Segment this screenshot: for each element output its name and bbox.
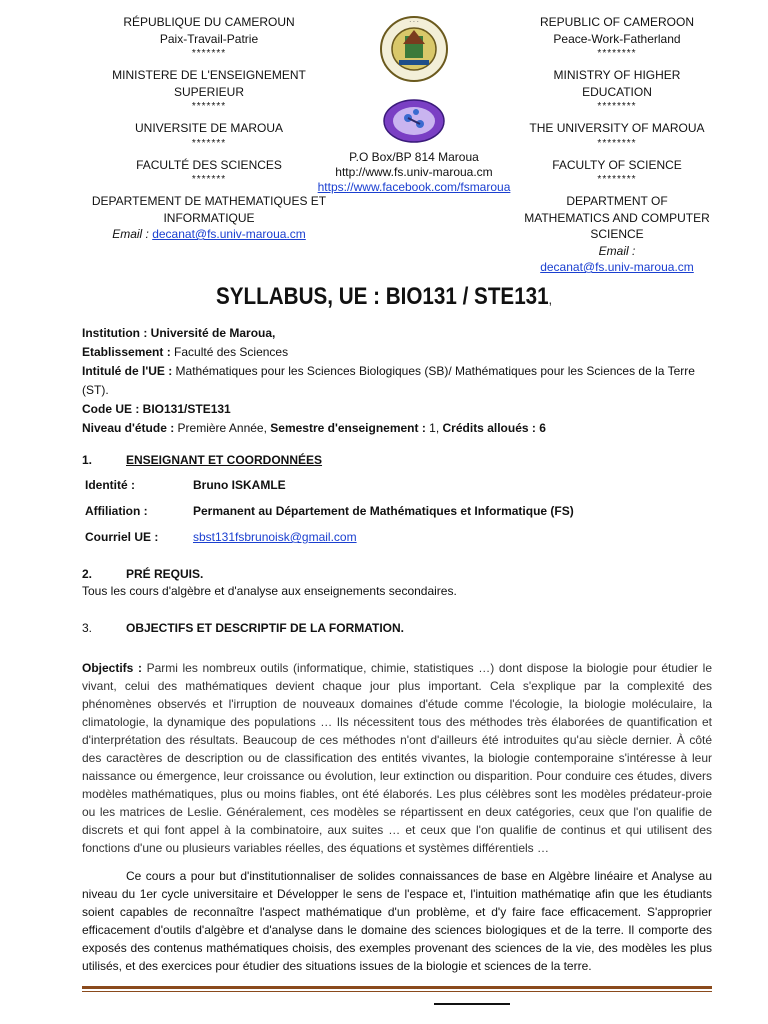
semestre-label: Semestre d'enseignement : (270, 421, 430, 435)
intitule-label: Intitulé de l'UE : (82, 364, 176, 378)
objectifs-text: Parmi les nombreux outils (informatique, chimie, statistiques …) dont dispose la biologie pour étudier le vivant, celui des mathématiques devient chaque jour plus important. Cela s'explique par la complexité des phénomènes observés et l'irruption de nouveaux domaines d'étude comme l'écologie, la biologie moléculaire, la climatologie, la dynamique des populations … Ils nécessitent tous des méthodes très élaborées de quantification et d'interprétation des résultats. Beaucoup de ces méthodes n'ont d'ailleurs été introduites qu'au siècle dernier. À côté des caractères de description ou de classification des entités vivantes, la biologie contemporaine s'intéresse à leur naissance ou émergence, leur croissance ou évolution, leur extinction ou disparition. Pour conduire ces études, divers modèles mathématiques, plus ou moins fiables, ont été élaborés. Les plus célèbres sont les modèles prédateur-proie ou les matrices de Leslie. Généralement, ces modèles se répartissent en deux catégories, ceux que l'on qualifie de discrets et qui font appel à la combinatoire, aux suites … et ceux que l'on qualifie de continus et qui utilisent des fonctions d'une ou plusieurs variables réelles, des équations et systèmes différentiels … (82, 660, 712, 855)
section-1-heading (82, 452, 712, 468)
objectifs-label: Objectifs : (82, 660, 147, 675)
ministry-fr: MINISTERE DE L'ENSEIGNEMENT SUPERIEUR (112, 68, 306, 99)
website-url[interactable]: http://www.fs.univ-maroua.cm (335, 165, 493, 179)
section-3-heading (82, 620, 712, 636)
footer-divider-thin (82, 991, 712, 992)
etablissement-label: Etablissement : (82, 345, 175, 359)
section-number: 1. (82, 453, 93, 467)
separator: ******** (597, 48, 637, 59)
page-number-mark (434, 1003, 510, 1005)
section-title: PRÉ REQUIS. (126, 567, 204, 582)
header-right-english (522, 14, 712, 276)
separator: ******* (191, 174, 227, 185)
prerequisites-text: Tous les cours d'algèbre et d'analyse aux enseignements secondaires. (82, 584, 457, 599)
institution-label: Institution : (82, 326, 151, 340)
page-title (54, 281, 714, 313)
email-label-en: Email : (598, 243, 636, 258)
university-seal-icon (377, 14, 451, 84)
section-number: 2. (82, 567, 93, 582)
separator: ******** (597, 101, 637, 112)
email-link[interactable]: decanat@fs.univ-maroua.cm (152, 227, 306, 241)
footer-divider (82, 986, 712, 989)
email-line-fr (84, 226, 334, 243)
email-label: Courriel UE : (85, 530, 159, 545)
code-label: Code UE : (82, 402, 143, 416)
department-en: DEPARTMENT OF MATHEMATICS AND COMPUTER SCIENCE (524, 194, 710, 241)
document-header (0, 14, 768, 274)
institution-value: Université de Maroua, (150, 326, 276, 340)
faculty-logo-icon (382, 98, 446, 144)
motto-en: Peace-Work-Fatherland (553, 31, 681, 46)
syllabus-content (82, 324, 712, 975)
credits-label: Crédits alloués : (442, 421, 540, 435)
svg-text:· · ·: · · · (409, 19, 419, 26)
title-text: SYLLABUS, UE : BIO131 / STE131 (216, 283, 549, 310)
teacher-email-link[interactable]: sbst131fsbrunoisk@gmail.com (193, 530, 357, 545)
facebook-link[interactable]: https://www.facebook.com/fsmaroua (317, 180, 511, 194)
identity-label: Identité : (85, 478, 135, 493)
ministry-en: MINISTRY OF HIGHER EDUCATION (553, 68, 681, 99)
etablissement-line (82, 343, 712, 362)
niveau-label: Niveau d'étude : (82, 421, 178, 435)
section-title: ENSEIGNANT ET COORDONNÉES (126, 453, 323, 467)
faculty-en: FACULTY OF SCIENCE (552, 157, 682, 172)
niveau-value: Première Année, (177, 421, 271, 435)
course-goal-paragraph: Ce cours a pour but d'institutionnaliser de solides connaissances de base en Algèbre linéaire et Analyse au niveau du 1er cycle universitaire et Développer le sens de l'espace et, l'intuition mathématiqe afin que les étudiants soient capables de reconnaître l'aspect mathématique d'un problème, et d'y faire face efficacement. S'approprier efficacement d'outils d'algèbre et d'analyse dans le domaine des sciences biologiques et de la terre. Il comporte des exposés des contenus mathématiques choisis, des exemples provenant des sciences de la vie, des modèles les plus utilisés, et des exercices pour étudier des situations issues de la biologie et sciences de la terre. (82, 868, 712, 973)
teacher-affiliation-row (82, 498, 712, 524)
intitule-line (82, 362, 712, 400)
country-name-en: REPUBLIC OF CAMEROON (539, 15, 695, 29)
affiliation-value: Permanent au Département de Mathématiques et Informatique (FS) (193, 504, 574, 519)
header-left-french (84, 14, 334, 243)
intitule-value: Mathématiques pour les Sciences Biologiques (SB)/ Mathématiques pour les Sciences de la Terre (ST). (82, 364, 695, 397)
separator: ******* (191, 101, 227, 112)
section-number: 3. (82, 621, 93, 636)
course-info (82, 324, 712, 438)
teacher-identity-row (82, 472, 712, 498)
etablissement-value: Faculté des Sciences (174, 345, 289, 359)
section-title: OBJECTIFS ET DESCRIPTIF DE LA FORMATION. (126, 621, 405, 636)
university-fr: UNIVERSITE DE MAROUA (134, 121, 284, 135)
code-value: BIO131/STE131 (142, 402, 231, 416)
semestre-value: 1, (429, 421, 443, 435)
title-trail: , (548, 291, 552, 307)
header-center (316, 14, 512, 195)
affiliation-label: Affiliation : (85, 504, 148, 519)
separator: ******** (597, 137, 637, 149)
department-fr: DEPARTEMENT DE MATHEMATIQUES ET INFORMATIQUE (91, 194, 327, 225)
separator: ******* (191, 48, 227, 59)
email-link-en[interactable]: decanat@fs.univ-maroua.cm (540, 260, 694, 274)
separator: ******** (597, 174, 637, 185)
institution-line (82, 324, 712, 343)
credits-value: 6 (539, 421, 546, 435)
separator: ******* (191, 137, 227, 149)
university-en: THE UNIVERSITY OF MAROUA (529, 121, 705, 135)
section-2-heading (82, 566, 712, 582)
motto-fr: Paix-Travail-Patrie (159, 31, 259, 46)
code-line (82, 400, 712, 419)
email-label: Email : (112, 227, 153, 241)
faculty-fr: FACULTÉ DES SCIENCES (136, 157, 282, 172)
country-name-fr: RÉPUBLIQUE DU CAMEROUN (123, 15, 295, 29)
teacher-email-row (82, 524, 712, 550)
identity-value: Bruno ISKAMLE (193, 478, 286, 493)
niveau-line (82, 419, 712, 438)
objectifs-paragraph (82, 659, 712, 857)
po-box: P.O Box/BP 814 Maroua (349, 150, 479, 164)
